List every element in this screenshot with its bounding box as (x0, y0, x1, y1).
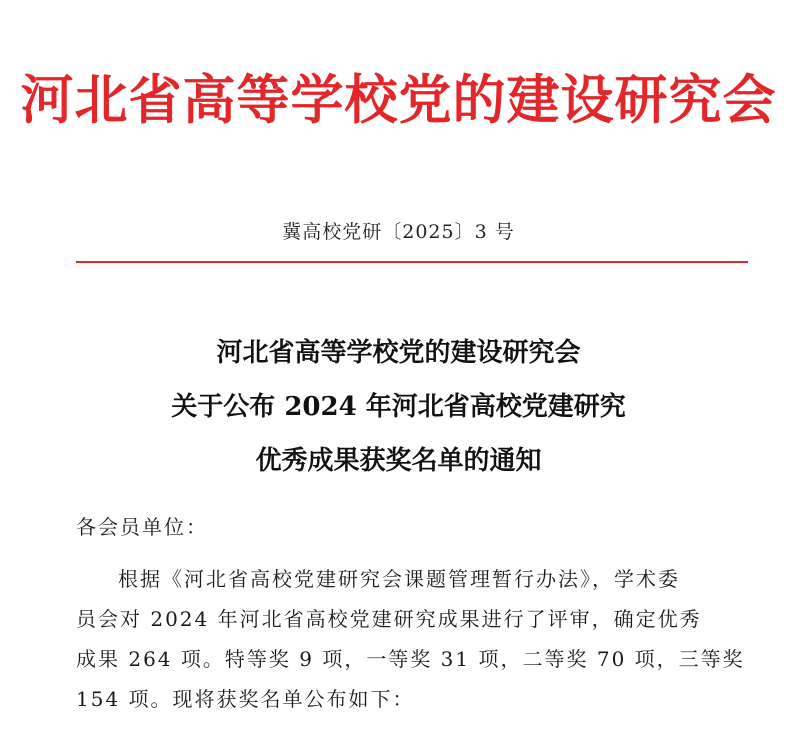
notice-title-line-2: 关于公布 2024 年河北省高校党建研究 (171, 392, 626, 422)
salutation: 各会员单位： (76, 515, 208, 539)
body-paragraph-line-3: 成果 264 项。特等奖 9 项，一等奖 31 项，二等奖 70 项，三等奖 (76, 647, 745, 671)
notice-title-line-1: 河北省高等学校党的建设研究会 (216, 338, 581, 368)
body-paragraph-line-2: 员会对 2024 年河北省高校党建研究成果进行了评审，确定优秀 (76, 607, 702, 631)
red-divider-line (76, 261, 748, 263)
organization-header: 河北省高等学校党的建设研究会 (20, 69, 777, 131)
document-number: 冀高校党研〔2025〕3 号 (282, 221, 515, 243)
body-paragraph-line-4: 154 项。现将获奖名单公布如下： (76, 687, 415, 711)
body-paragraph-line-1: 根据《河北省高校党建研究会课题管理暂行办法》，学术委 (118, 567, 680, 591)
notice-title-line-3: 优秀成果获奖名单的通知 (255, 446, 542, 476)
